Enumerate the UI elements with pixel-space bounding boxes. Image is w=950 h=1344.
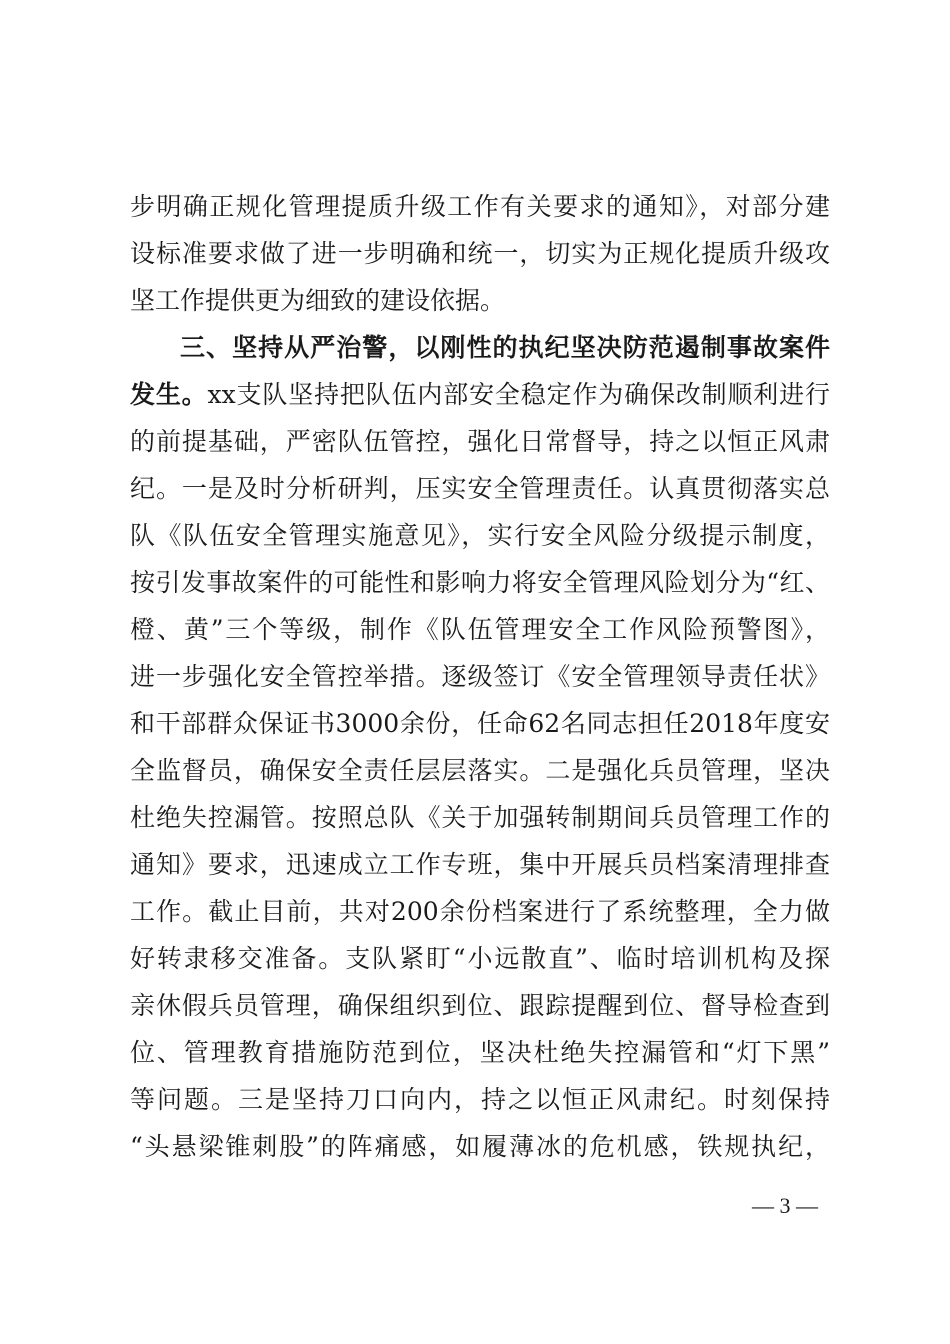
text-line: 工作。截止目前，共对200余份档案进行了系统整理，全力做 <box>130 897 830 926</box>
text-line: 进一步强化安全管控举措。逐级签订《安全管理领导责任状》 <box>130 662 830 691</box>
text-line: 的前提基础，严密队伍管控，强化日常督导，持之以恒正风肃 <box>130 427 830 456</box>
text-line: 全监督员，确保安全责任层层落实。二是强化兵员管理，坚决 <box>130 756 830 785</box>
text-line: 和干部群众保证书3000余份，任命62名同志担任2018年度安 <box>130 709 830 738</box>
body-text <box>130 183 830 1170</box>
section-heading <box>130 324 830 371</box>
text-line: 步明确正规化管理提质升级工作有关要求的通知》，对部分建 <box>130 192 830 221</box>
text-line: “头悬梁锥刺股”的阵痛感，如履薄冰的危机感，铁规执纪， <box>130 1132 830 1161</box>
text-line: 杜绝失控漏管。按照总队《关于加强转制期间兵员管理工作的 <box>130 803 830 832</box>
text-line: 通知》要求，迅速成立工作专班，集中开展兵员档案清理排查 <box>130 850 830 879</box>
text-line: 队《队伍安全管理实施意见》，实行安全风险分级提示制度， <box>130 521 830 550</box>
text-line: 位、管理教育措施防范到位，坚决杜绝失控漏管和“灯下黑” <box>130 1038 830 1067</box>
text-line: 坚工作提供更为细致的建设依据。 <box>130 286 506 315</box>
text-line: 橙、黄”三个等级，制作《队伍管理安全工作风险预警图》， <box>130 615 830 644</box>
text-line: 等问题。三是坚持刀口向内，持之以恒正风肃纪。时刻保持 <box>130 1085 830 1114</box>
text-line: 纪。一是及时分析研判，压实安全管理责任。认真贯彻落实总 <box>130 474 830 503</box>
text-span: xx支队坚持把队伍内部安全稳定作为确保改制顺利进行 <box>207 380 830 409</box>
section-heading-end: 发生。 <box>130 380 208 409</box>
text-line: 按引发事故案件的可能性和影响力将安全管理风险划分为“红、 <box>130 568 830 597</box>
text-line: 设标准要求做了进一步明确和统一，切实为正规化提质升级攻 <box>130 239 830 268</box>
text-line: 亲休假兵员管理，确保组织到位、跟踪提醒到位、督导检查到 <box>130 991 830 1020</box>
page-number: — 3 — <box>752 1193 818 1218</box>
text-line: 好转隶移交准备。支队紧盯“小远散直”、临时培训机构及探 <box>130 944 830 973</box>
text-line <box>130 371 830 418</box>
section-heading-text: 三、坚持从严治警，以刚性的执纪坚决防范遏制事故案件 <box>180 333 830 362</box>
